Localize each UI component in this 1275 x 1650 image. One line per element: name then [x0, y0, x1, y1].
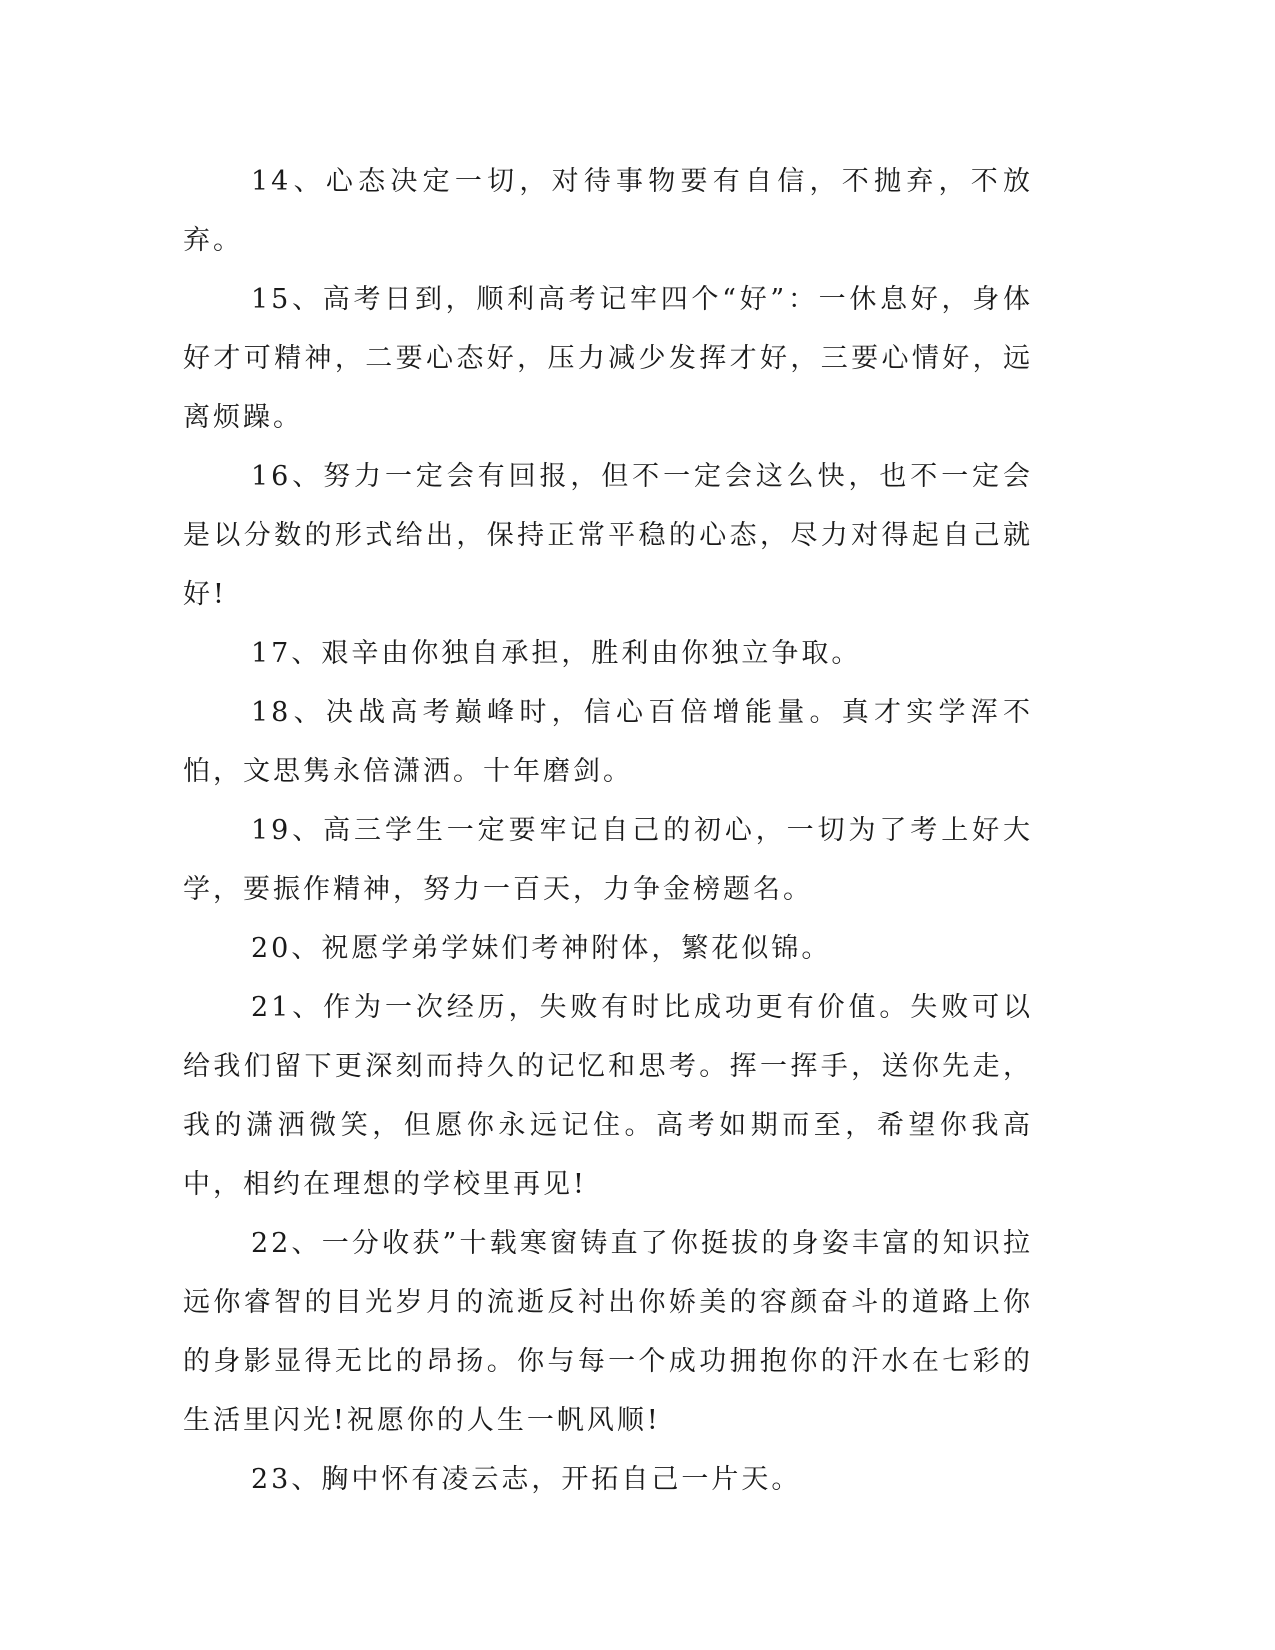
- paragraph-21: 21、作为一次经历，失败有时比成功更有价值。失败可以给我们留下更深刻而持久的记忆和思考。挥一挥手，送你先走，我的潇洒微笑，但愿你永远记住。高考如期而至，希望你我高中，相约在理想的学校里再见!: [183, 992, 1033, 1200]
- paragraph-16: 16、努力一定会有回报，但不一定会这么快，也不一定会是以分数的形式给出，保持正常平稳的心态，尽力对得起自己就好!: [183, 461, 1033, 610]
- paragraph-19: 19、高三学生一定要牢记自己的初心，一切为了考上好大学，要振作精神，努力一百天，力争金榜题名。: [183, 815, 1033, 905]
- paragraph-18: 18、决战高考巅峰时，信心百倍增能量。真才实学浑不怕，文思隽永倍潇洒。十年磨剑。: [183, 697, 1033, 787]
- paragraph-22: 22、一分收获”十载寒窗铸直了你挺拔的身姿丰富的知识拉远你睿智的目光岁月的流逝反衬出你娇美的容颜奋斗的道路上你的身影显得无比的昂扬。你与每一个成功拥抱你的汗水在七彩的生活里闪光!祝愿你的人生一帆风顺!: [183, 1228, 1033, 1436]
- paragraph-20: 20、祝愿学弟学妹们考神附体，繁花似锦。: [251, 933, 832, 964]
- paragraph-15: 15、高考日到，顺利高考记牢四个“好”：一休息好，身体好才可精神，二要心态好，压力减少发挥才好，三要心情好，远离烦躁。: [183, 284, 1033, 433]
- paragraph-23: 23、胸中怀有凌云志，开拓自己一片天。: [251, 1464, 802, 1495]
- paragraph-17: 17、艰辛由你独自承担，胜利由你独立争取。: [251, 638, 862, 669]
- paragraph-14: 14、心态决定一切，对待事物要有自信，不抛弃，不放弃。: [183, 166, 1033, 256]
- document-body: [183, 152, 1033, 1509]
